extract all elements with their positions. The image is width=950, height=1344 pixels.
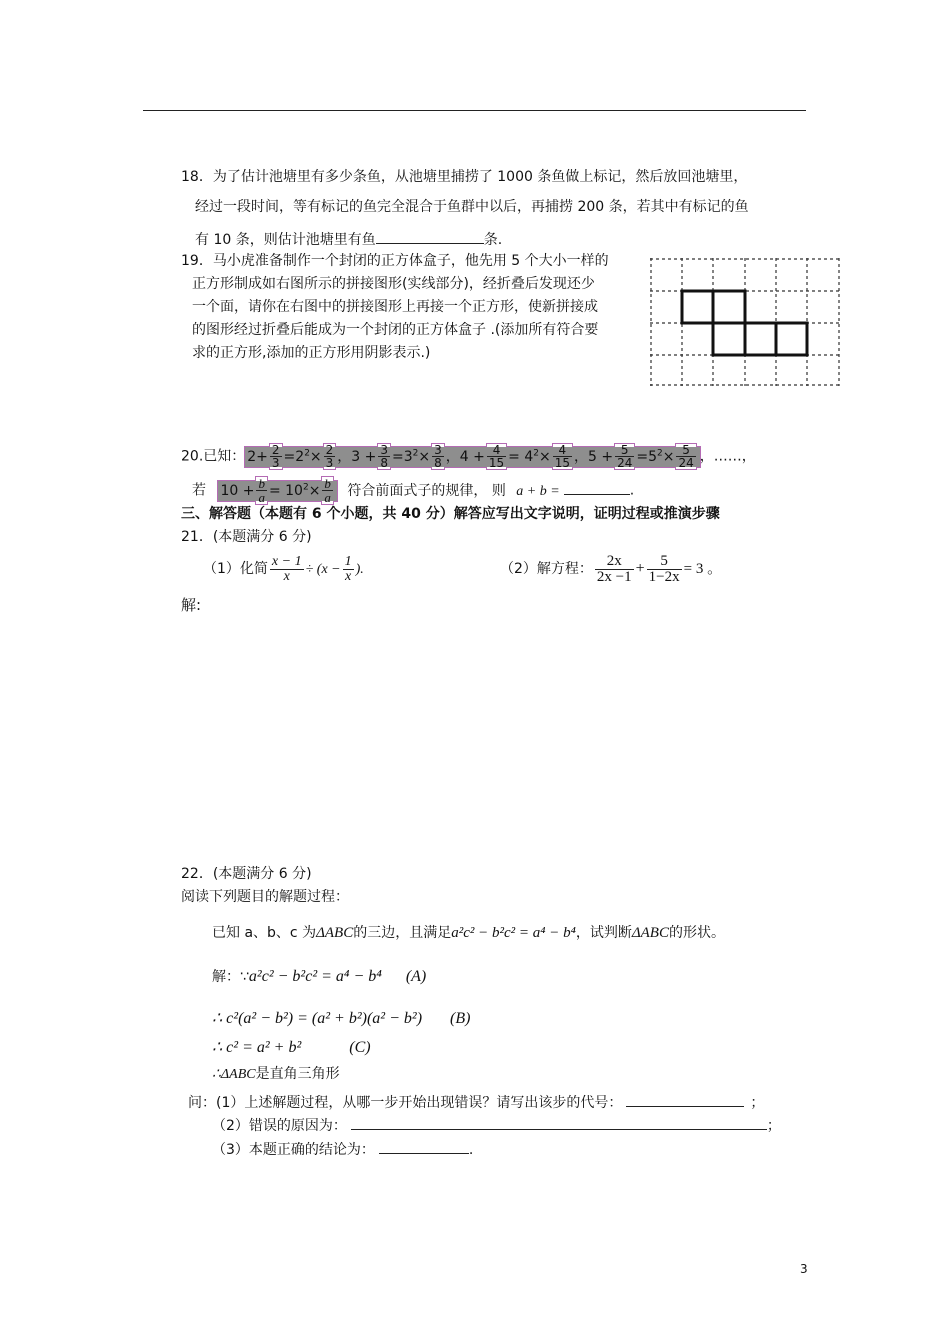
q21-p2-plus: + (635, 560, 645, 577)
q22-given (212, 924, 725, 942)
q19-line4: 的图形经过折叠后能成为一个封闭的正方体盒子 .(添加所有符合要 (192, 322, 599, 338)
q22-ask3-text: （3）本题正确的结论为： (212, 1142, 375, 1158)
q20-times2: × (418, 448, 431, 465)
q20-frac-ba-num: b (258, 476, 265, 492)
q21-p1-frac2-den: x (345, 568, 352, 584)
q20-t2: 3 + (351, 448, 377, 465)
page-number: 3 (800, 1262, 808, 1276)
q22-s2-tag: (B) (450, 1010, 471, 1027)
q19-line2: 正方形制成如右图所示的拼接图形(实线部分)，经折叠后发现还少 (192, 276, 595, 292)
q22-given-a: 已知 a、b、c 为 (212, 925, 317, 941)
q20-frac2 (378, 444, 390, 469)
q22-given-triangle: ΔABC (316, 925, 354, 941)
q20-frac-ba2 (322, 477, 333, 504)
q22-given-b: 的三边，且满足 (353, 925, 452, 941)
q20-frac2r (432, 444, 444, 469)
q22-step-a (212, 967, 426, 986)
q21-p1-div: ÷ (x − (305, 562, 341, 577)
q20-frac3r (553, 444, 572, 469)
q22-ask1-blank[interactable] (626, 1092, 744, 1107)
q19-line1: 19．马小虎准备制作一个封闭的正方体盒子，他先用 5 个大小一样的 (181, 253, 609, 269)
q21-p1-frac (270, 555, 304, 584)
q20-t4: 5 + (588, 448, 614, 465)
q20-ellipsis: ，……， (699, 448, 756, 465)
q20-frac4-den: 24 (617, 456, 633, 471)
q22-s1-label: 解：∵ (212, 969, 249, 985)
q22-s4-therefore: ∴ (212, 1067, 221, 1082)
q20-sequence-highlight (245, 443, 700, 471)
q21-p2-end: = 3 。 (683, 561, 723, 577)
q22-ask1-semi: ； (750, 1095, 765, 1111)
q20-times1: × (309, 448, 322, 465)
header-rule (143, 110, 806, 111)
q18-line3-end: 条. (483, 232, 503, 248)
q20-t2b: =3 (392, 448, 413, 465)
q21-p1-end: ). (355, 562, 364, 577)
q22-ask2 (212, 1115, 781, 1135)
q20-frac-ba (256, 477, 267, 504)
q20-t1: 2+ (247, 448, 268, 465)
q18-answer-blank[interactable] (376, 229, 484, 244)
q20-sq1: 2 (304, 448, 310, 458)
q22-step-c (212, 1038, 371, 1057)
q21-p2-frac1-den: 2x −1 (596, 568, 632, 585)
q21-part2 (500, 549, 722, 589)
q20-sq2: 2 (412, 448, 419, 458)
q20-frac4 (615, 444, 634, 469)
q22-step-d (212, 1066, 340, 1084)
q20-t1b: =2 (283, 448, 305, 465)
q20-frac2-num: 3 (380, 443, 389, 458)
q20-sq3: 2 (533, 448, 539, 458)
q18-line2: 经过一段时间，等有标记的鱼完全混合于鱼群中以后，再捕捞 200 条，若其中有标记的鱼 (195, 199, 749, 215)
q21-p2-label: （2）解方程： (500, 561, 593, 577)
q21-p1-frac-den: x (283, 568, 290, 584)
q20-sep2: ， (445, 448, 460, 465)
q22-read: 阅读下列题目的解题过程： (181, 889, 349, 905)
q21-p2-frac2 (647, 554, 682, 585)
q21-p1-label: （1）化简 (203, 561, 268, 577)
q20-frac3r-num: 4 (553, 444, 572, 457)
q22-ask3 (212, 1139, 473, 1159)
q20-frac4r (676, 444, 695, 469)
q21-part1 (203, 551, 364, 587)
q20-frac3-den: 15 (488, 456, 505, 471)
q22-given-d: 的形状。 (668, 925, 725, 941)
q20-sq5: 2 (302, 482, 309, 492)
q20-answer-blank[interactable] (564, 480, 630, 495)
q18-line3 (195, 229, 502, 249)
q20-frac-ba-den: a (258, 490, 265, 506)
q20-label: 20.已知： (181, 448, 246, 465)
q21-p2-frac2-num: 5 (647, 554, 682, 570)
q20-ab: a + b = (516, 483, 560, 499)
q21-title: 21．(本题满分 6 分) (181, 529, 312, 545)
q22-s2-eq: ∴ c²(a² − b²) = (a² + b²)(a² − b²) (212, 1010, 423, 1027)
q20-frac2-den: 8 (380, 456, 389, 471)
q20-if: 若 (192, 482, 206, 499)
q19-net-grid[interactable] (650, 258, 842, 388)
q22-s4-triangle: ΔABC (220, 1067, 256, 1082)
q20-frac4-num: 5 (615, 444, 634, 457)
q22-s1-tag: (A) (405, 968, 427, 985)
q21-p1-frac-num: x − 1 (271, 553, 302, 569)
q22-ask3-dot: . (468, 1142, 474, 1158)
q22-s4-text: 是直角三角形 (255, 1066, 340, 1082)
q22-ask2-semi: ； (766, 1118, 781, 1134)
q18-line3-text: 有 10 条，则估计池塘里有鱼 (195, 232, 376, 248)
q22-s3-tag: (C) (349, 1039, 371, 1056)
q20-frac1-den: 3 (271, 456, 280, 471)
q20-frac-ba2-den: a (324, 490, 331, 506)
q21-p2-frac1 (595, 554, 634, 585)
q22-ask1 (188, 1092, 764, 1112)
q20-times3: × (538, 448, 551, 465)
q20-c1b: = 10 (268, 482, 303, 499)
q21-p1-frac2 (343, 555, 354, 584)
q20-line1 (181, 437, 756, 469)
q22-s3-eq: ∴ c² = a² + b² (212, 1039, 302, 1056)
q20-times4: × (662, 448, 675, 465)
q20-frac1 (270, 444, 282, 469)
q20-frac3-num: 4 (487, 444, 506, 457)
q20-frac3 (487, 444, 506, 469)
q20-frac3r-den: 15 (554, 456, 570, 471)
q20-frac2r-den: 8 (434, 456, 442, 471)
q21-p2-frac2-den: 1−2x (648, 568, 680, 585)
q20-frac1r-den: 3 (325, 456, 334, 471)
q20-condition-highlight (218, 476, 336, 506)
q20-frac1-num: 2 (271, 443, 280, 458)
q22-given-triangle2: ΔABC (631, 925, 669, 941)
q22-given-eq: a²c² − b²c² = a⁴ − b⁴ (451, 925, 576, 941)
q20-frac2r-num: 3 (434, 443, 442, 458)
q20-sep3: ， (574, 448, 588, 465)
q22-step-b (212, 1009, 470, 1028)
q20-frac1r (324, 444, 336, 469)
q22-s1-eq: a²c² − b²c² = a⁴ − b⁴ (248, 968, 382, 985)
q21-jie: 解: (181, 596, 202, 614)
q20-t3: 4 + (459, 448, 485, 465)
q20-frac1r-num: 2 (325, 443, 334, 458)
solid-net-squares (682, 291, 807, 355)
section3-heading: 三、解答题（本题有 6 个小题，共 40 分）解答应写出文字说明，证明过程或推演步骤 (181, 506, 720, 522)
q21-p2-frac1-num: 2x (595, 554, 634, 570)
q20-times5: × (308, 482, 321, 499)
q22-title: 22．(本题满分 6 分) (181, 866, 312, 882)
q20-sep1: ， (337, 448, 352, 465)
q20-frac4r-num: 5 (676, 444, 695, 457)
q20-t4b: =5 (636, 448, 658, 465)
q20-frac4r-den: 24 (678, 456, 694, 471)
q21-p1-frac2-num: 1 (344, 553, 352, 569)
q20-end: . (629, 482, 635, 499)
q20-sq4: 2 (657, 448, 663, 458)
q19-line5: 求的正方形,添加的正方形用阴影表示.) (192, 345, 431, 361)
q18-line1: 18．为了估计池塘里有多少条鱼，从池塘里捕捞了 1000 条鱼做上标记，然后放回池塘里， (181, 169, 748, 185)
q20-frac-ba2-num: b (324, 476, 331, 492)
q22-ask2-blank[interactable] (351, 1115, 767, 1130)
q20-c1: 10 + (220, 482, 255, 499)
q22-ask1-text: 问：(1）上述解题过程，从哪一步开始出现错误？请写出该步的代号： (188, 1095, 623, 1111)
q20-rest: 符合前面式子的规律， 则 (347, 482, 506, 499)
q22-ask2-text: （2）错误的原因为： (212, 1118, 347, 1134)
q19-line3: 一个面，请你在右图中的拼接图形上再接一个正方形，使新拼接成 (192, 299, 598, 315)
q22-ask3-blank[interactable] (379, 1139, 469, 1154)
q22-given-c: ，试判断 (575, 925, 632, 941)
q20-t3b: = 4 (508, 448, 534, 465)
q20-line2 (192, 471, 635, 506)
